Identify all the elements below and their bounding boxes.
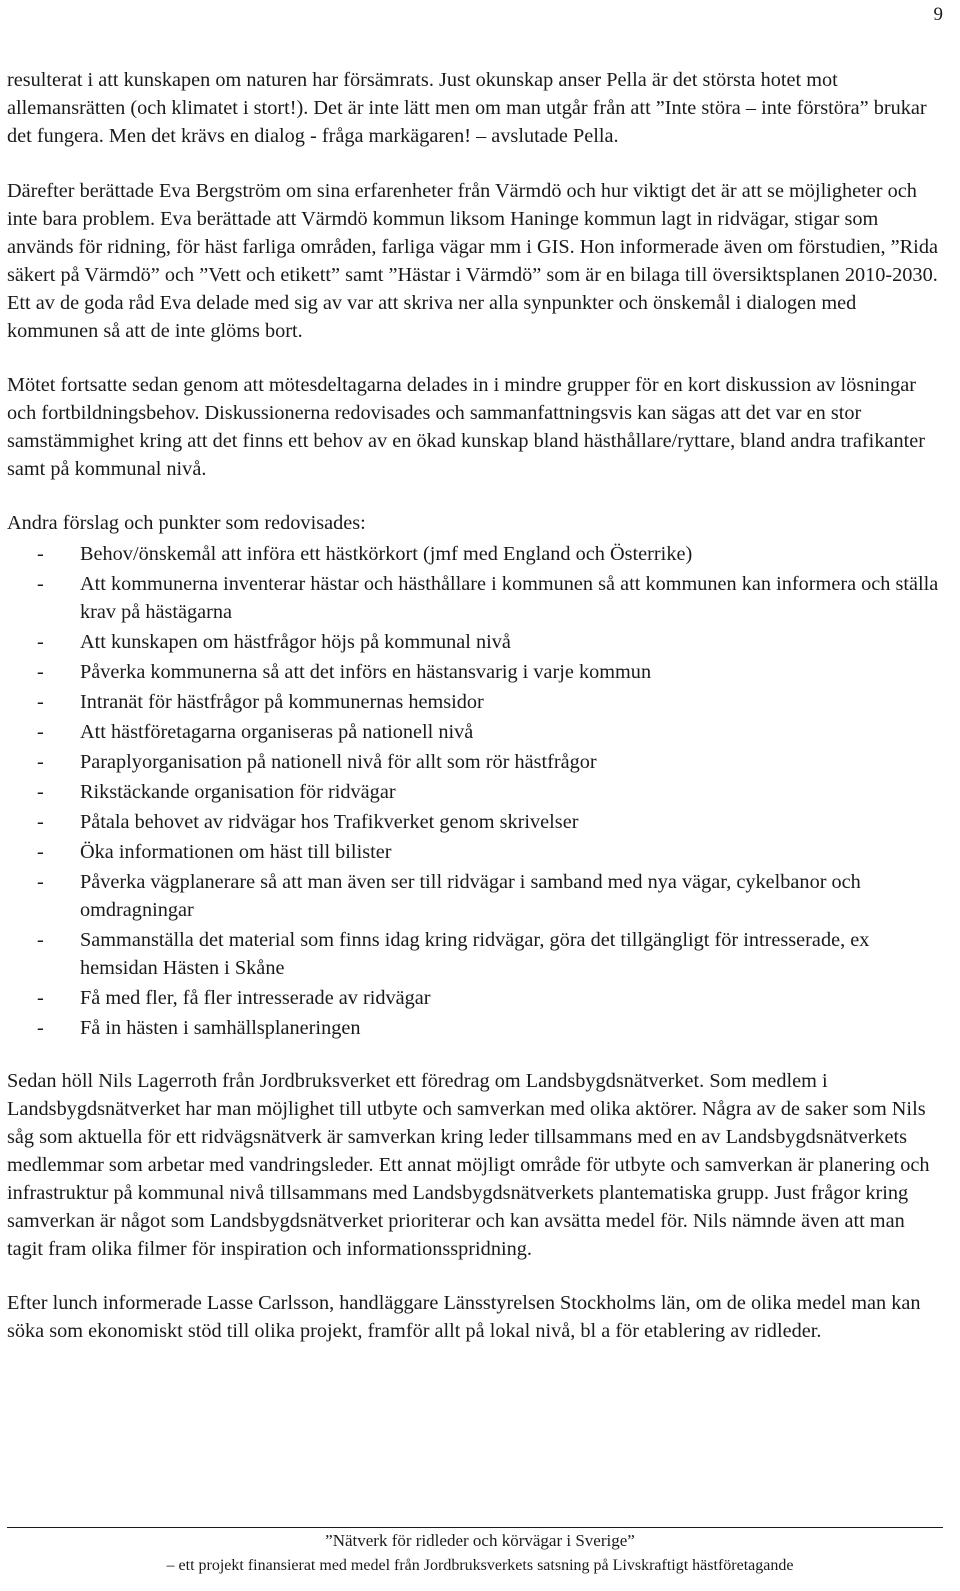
list-item: - Paraplyorganisation på nationell nivå för allt som rör hästfrågor — [7, 748, 939, 776]
page-number: 9 — [933, 4, 943, 25]
list-item: - Intranät för hästfrågor på kommunernas hemsidor — [7, 688, 939, 716]
paragraph-nils-lagerroth: Sedan höll Nils Lagerroth från Jordbruksverket ett föredrag om Landsbygdsnätverket. Som medlem i Landsbygdsnätverket har man möjlighet till utbyte och samverkan med olika aktörer. Några av de saker som Nils såg som aktuella för ett ridvägsnätverk är samverkan kring leder tillsammans med en av Landsbygdsnätverkets medlemmar som arbetar med vandringsleder. Ett annat möjligt område för utbyte och samverkan är planering och infrastruktur på kommunal nivå tillsammans med Landsbygdsnätverkets plantematiska grupp. Just frågor kring samverkan är något som Landsbygdsnätverket prioriterar och kan avsätta medel för. Nils nämnde även att man tagit fram olika filmer för inspiration och informationsspridning. — [7, 1070, 930, 1260]
list-item: - Öka informationen om häst till bilister — [7, 838, 939, 866]
list-item: - Få in hästen i samhällsplaneringen — [7, 1014, 939, 1042]
paragraph-eva-bergstrom: Därefter berättade Eva Bergström om sina erfarenheter från Värmdö och hur viktigt det är att se möjligheter och inte bara problem. Eva berättade att Värmdö kommun liksom Haninge kommun lagt in ridvägar, stigar som används för ridning, för häst farliga områden, farliga vägar mm i GIS. Hon informerade även om förstudien, ”Rida säkert på Värmdö” och ”Vett och etikett” samt ”Hästar i Värmdö” som är en bilaga till översiktsplanen 2010-2030. Ett av de goda råd Eva delade med sig av var att skriva ner alla synpunkter och önskemål i dialogen med kommunen så att de inte glöms bort. — [7, 180, 938, 342]
document-body — [7, 66, 939, 1371]
paragraph-group-discussion: Mötet fortsatte sedan genom att mötesdeltagarna delades in i mindre grupper för en kort diskussion av lösningar och fortbildningsbehov. Diskussionerna redovisades och sammanfattningsvis kan sägas att det var en stor samstämmighet kring att det finns ett behov av en ökad kunskap bland hästhållare/ryttare, bland andra trafikanter samt på kommunal nivå. — [7, 374, 925, 480]
proposals-intro: Andra förslag och punkter som redovisades: — [7, 512, 366, 534]
footer-funding-note: – ett projekt finansierat med medel från Jordbruksverkets satsning på Livskraftigt hästföretagande — [166, 1557, 794, 1574]
paragraph-lasse-carlsson: Efter lunch informerade Lasse Carlsson, handläggare Länsstyrelsen Stockholms län, om de olika medel man kan söka som ekonomiskt stöd till olika projekt, framför allt på lokal nivå, bl a för etablering av ridleder. — [7, 1292, 921, 1342]
list-item: - Få med fler, få fler intresserade av ridvägar — [7, 984, 939, 1012]
list-item: - Att kommunerna inventerar hästar och hästhållare i kommunen så att kommunen kan informera och ställa krav på hästägarna — [7, 570, 939, 626]
footer-divider — [7, 1527, 943, 1528]
list-item: - Behov/önskemål att införa ett hästkörkort (jmf med England och Österrike) — [7, 540, 939, 568]
paragraph-pella-conclusion: resulterat i att kunskapen om naturen har försämrats. Just okunskap anser Pella är det största hotet mot allemansrätten (och klimatet i stort!). Det är inte lätt men om man utgår från att ”Inte störa – inte förstöra” brukar det fungera. Men det krävs en dialog - fråga markägaren! – avslutade Pella. — [7, 69, 927, 147]
list-item: - Sammanställa det material som finns idag kring ridvägar, göra det tillgängligt för intresserade, ex hemsidan Hästen i Skåne — [7, 926, 939, 982]
list-item: - Påtala behovet av ridvägar hos Trafikverket genom skrivelser — [7, 808, 939, 836]
list-item: - Att hästföretagarna organiseras på nationell nivå — [7, 718, 939, 746]
list-item: - Påverka kommunerna så att det införs en hästansvarig i varje kommun — [7, 658, 939, 686]
proposals-list — [7, 540, 939, 1042]
list-item: - Påverka vägplanerare så att man även ser till ridvägar i samband med nya vägar, cykelbanor och omdragningar — [7, 868, 939, 924]
list-item: - Rikstäckande organisation för ridvägar — [7, 778, 939, 806]
list-item: - Att kunskapen om hästfrågor höjs på kommunal nivå — [7, 628, 939, 656]
footer-project-name: ”Nätverk för ridleder och körvägar i Sverige” — [325, 1531, 635, 1550]
